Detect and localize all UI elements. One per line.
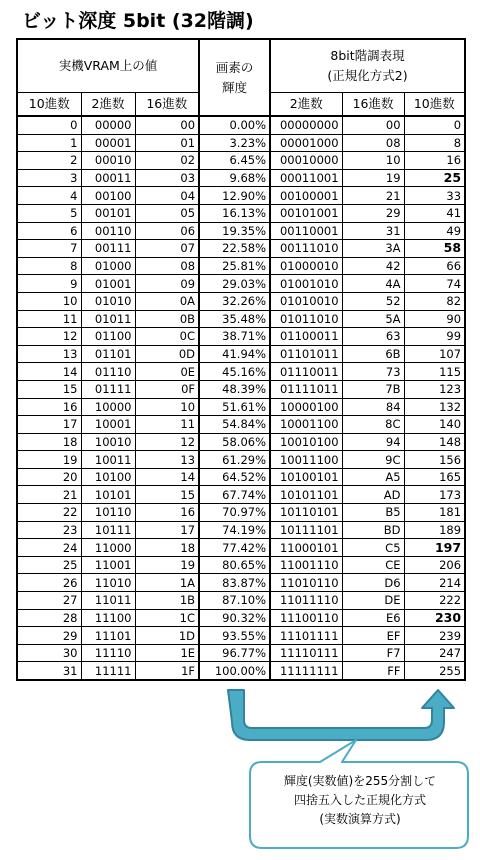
cell-brightness: 64.52% [199, 468, 270, 486]
cell-vram-decimal: 8 [17, 257, 81, 275]
cell-vram-binary: 00001 [81, 134, 135, 152]
cell-vram-hex: 19 [135, 556, 199, 574]
cell-8bit-hex: 31 [342, 222, 404, 240]
cell-8bit-binary: 10101101 [270, 486, 342, 504]
cell-vram-hex: 12 [135, 433, 199, 451]
cell-8bit-decimal: 197 [404, 539, 465, 557]
cell-8bit-hex: 10 [342, 152, 404, 170]
cell-8bit-decimal: 0 [404, 116, 465, 134]
cell-brightness: 83.87% [199, 574, 270, 592]
cell-brightness: 93.55% [199, 627, 270, 645]
cell-vram-binary: 00110 [81, 222, 135, 240]
cell-8bit-hex: C5 [342, 539, 404, 557]
cell-vram-hex: 14 [135, 468, 199, 486]
cell-vram-decimal: 20 [17, 468, 81, 486]
header-vram-hex: 16進数 [135, 93, 199, 117]
cell-8bit-hex: AD [342, 486, 404, 504]
cell-vram-hex: 1D [135, 627, 199, 645]
cell-vram-binary: 11101 [81, 627, 135, 645]
cell-brightness: 38.71% [199, 328, 270, 346]
cell-8bit-binary: 10000100 [270, 398, 342, 416]
cell-vram-binary: 10110 [81, 504, 135, 522]
cell-8bit-binary: 10100101 [270, 468, 342, 486]
cell-8bit-hex: 29 [342, 204, 404, 222]
cell-8bit-binary: 00111010 [270, 240, 342, 258]
cell-vram-hex: 0B [135, 310, 199, 328]
cell-brightness: 45.16% [199, 363, 270, 381]
cell-8bit-binary: 01010010 [270, 292, 342, 310]
cell-vram-hex: 11 [135, 416, 199, 434]
cell-8bit-decimal: 206 [404, 556, 465, 574]
cell-8bit-decimal: 58 [404, 240, 465, 258]
header-brightness-line2: 輝度 [222, 79, 248, 95]
header-brightness-line1: 画素の [215, 59, 254, 75]
cell-brightness: 6.45% [199, 152, 270, 170]
cell-8bit-binary: 00101001 [270, 204, 342, 222]
cell-vram-binary: 11010 [81, 574, 135, 592]
cell-8bit-decimal: 239 [404, 627, 465, 645]
cell-vram-hex: 0C [135, 328, 199, 346]
cell-8bit-hex: A5 [342, 468, 404, 486]
cell-brightness: 61.29% [199, 451, 270, 469]
cell-8bit-decimal: 247 [404, 644, 465, 662]
cell-vram-decimal: 25 [17, 556, 81, 574]
cell-brightness: 51.61% [199, 398, 270, 416]
cell-brightness: 19.35% [199, 222, 270, 240]
cell-vram-binary: 11011 [81, 592, 135, 610]
cell-8bit-hex: 84 [342, 398, 404, 416]
cell-vram-decimal: 6 [17, 222, 81, 240]
cell-brightness: 67.74% [199, 486, 270, 504]
cell-vram-hex: 06 [135, 222, 199, 240]
cell-brightness: 22.58% [199, 240, 270, 258]
cell-8bit-hex: FF [342, 662, 404, 680]
cell-vram-decimal: 4 [17, 187, 81, 205]
cell-8bit-decimal: 222 [404, 592, 465, 610]
cell-vram-binary: 01111 [81, 380, 135, 398]
cell-8bit-hex: 4A [342, 275, 404, 293]
cell-8bit-hex: 63 [342, 328, 404, 346]
cell-8bit-hex: 6B [342, 345, 404, 363]
cell-8bit-hex: 5A [342, 310, 404, 328]
header-vram-binary: 2進数 [81, 93, 135, 117]
header-8bit-line1: 8bit階調表現 [330, 48, 405, 63]
cell-vram-hex: 15 [135, 486, 199, 504]
cell-8bit-binary: 00000000 [270, 116, 342, 134]
cell-brightness: 58.06% [199, 433, 270, 451]
cell-brightness: 90.32% [199, 609, 270, 627]
cell-brightness: 32.26% [199, 292, 270, 310]
cell-vram-binary: 00011 [81, 169, 135, 187]
cell-8bit-binary: 11010110 [270, 574, 342, 592]
cell-vram-binary: 10000 [81, 398, 135, 416]
cell-8bit-binary: 01111011 [270, 380, 342, 398]
cell-vram-decimal: 11 [17, 310, 81, 328]
cell-vram-binary: 11000 [81, 539, 135, 557]
cell-vram-hex: 09 [135, 275, 199, 293]
cell-8bit-hex: B5 [342, 504, 404, 522]
header-8bit-decimal: 10進数 [404, 93, 465, 117]
header-8bit-hex: 16進数 [342, 93, 404, 117]
cell-8bit-decimal: 173 [404, 486, 465, 504]
cell-vram-binary: 11001 [81, 556, 135, 574]
cell-brightness: 74.19% [199, 521, 270, 539]
cell-brightness: 87.10% [199, 592, 270, 610]
cell-8bit-hex: 7B [342, 380, 404, 398]
cell-vram-decimal: 15 [17, 380, 81, 398]
cell-8bit-binary: 11001110 [270, 556, 342, 574]
cell-8bit-hex: 52 [342, 292, 404, 310]
cell-brightness: 29.03% [199, 275, 270, 293]
cell-8bit-decimal: 189 [404, 521, 465, 539]
cell-8bit-decimal: 90 [404, 310, 465, 328]
cell-8bit-binary: 11101111 [270, 627, 342, 645]
cell-8bit-binary: 00001000 [270, 134, 342, 152]
cell-8bit-decimal: 165 [404, 468, 465, 486]
cell-8bit-decimal: 140 [404, 416, 465, 434]
cell-brightness: 0.00% [199, 116, 270, 134]
cell-vram-binary: 10100 [81, 468, 135, 486]
cell-8bit-hex: 9C [342, 451, 404, 469]
cell-8bit-decimal: 33 [404, 187, 465, 205]
cell-vram-hex: 0E [135, 363, 199, 381]
cell-vram-binary: 01011 [81, 310, 135, 328]
cell-brightness: 25.81% [199, 257, 270, 275]
cell-8bit-decimal: 107 [404, 345, 465, 363]
cell-vram-binary: 10001 [81, 416, 135, 434]
cell-vram-decimal: 18 [17, 433, 81, 451]
cell-vram-decimal: 24 [17, 539, 81, 557]
cell-8bit-hex: 73 [342, 363, 404, 381]
cell-vram-decimal: 16 [17, 398, 81, 416]
cell-vram-hex: 05 [135, 204, 199, 222]
cell-8bit-hex: EF [342, 627, 404, 645]
cell-vram-decimal: 0 [17, 116, 81, 134]
cell-vram-decimal: 5 [17, 204, 81, 222]
cell-8bit-binary: 10111101 [270, 521, 342, 539]
cell-brightness: 54.84% [199, 416, 270, 434]
cell-vram-hex: 0F [135, 380, 199, 398]
cell-8bit-binary: 01101011 [270, 345, 342, 363]
cell-vram-decimal: 31 [17, 662, 81, 680]
cell-8bit-binary: 10001100 [270, 416, 342, 434]
cell-brightness: 100.00% [199, 662, 270, 680]
cell-vram-hex: 02 [135, 152, 199, 170]
cell-8bit-hex: 8C [342, 416, 404, 434]
cell-8bit-hex: 42 [342, 257, 404, 275]
cell-8bit-decimal: 156 [404, 451, 465, 469]
cell-vram-decimal: 1 [17, 134, 81, 152]
callout-line1: 輝度(実数値)を255分割して [283, 774, 437, 788]
cell-vram-decimal: 23 [17, 521, 81, 539]
cell-vram-decimal: 19 [17, 451, 81, 469]
cell-vram-binary: 01001 [81, 275, 135, 293]
cell-8bit-hex: E6 [342, 609, 404, 627]
cell-8bit-hex: 3A [342, 240, 404, 258]
cell-8bit-binary: 11000101 [270, 539, 342, 557]
cell-8bit-binary: 10110101 [270, 504, 342, 522]
cell-8bit-decimal: 255 [404, 662, 465, 680]
cell-vram-binary: 11110 [81, 644, 135, 662]
cell-vram-hex: 1C [135, 609, 199, 627]
callout-line3: (実数演算方式) [319, 812, 401, 826]
cell-8bit-decimal: 99 [404, 328, 465, 346]
cell-vram-decimal: 7 [17, 240, 81, 258]
cell-8bit-decimal: 16 [404, 152, 465, 170]
callout-line2: 四捨五入した正規化方式 [293, 793, 426, 807]
cell-8bit-decimal: 123 [404, 380, 465, 398]
cell-8bit-binary: 11011110 [270, 592, 342, 610]
cell-8bit-decimal: 214 [404, 574, 465, 592]
cell-8bit-decimal: 82 [404, 292, 465, 310]
cell-8bit-binary: 01000010 [270, 257, 342, 275]
cell-vram-hex: 18 [135, 539, 199, 557]
cell-brightness: 3.23% [199, 134, 270, 152]
cell-8bit-binary: 10011100 [270, 451, 342, 469]
cell-vram-hex: 1A [135, 574, 199, 592]
cell-vram-binary: 00111 [81, 240, 135, 258]
cell-8bit-hex: 21 [342, 187, 404, 205]
cell-vram-decimal: 9 [17, 275, 81, 293]
cell-8bit-decimal: 74 [404, 275, 465, 293]
page-title: ビット深度 5bit (32階調) [22, 10, 254, 32]
cell-8bit-binary: 01110011 [270, 363, 342, 381]
cell-vram-hex: 03 [135, 169, 199, 187]
cell-vram-binary: 11111 [81, 662, 135, 680]
cell-8bit-binary: 00011001 [270, 169, 342, 187]
cell-vram-binary: 01101 [81, 345, 135, 363]
cell-8bit-hex: D6 [342, 574, 404, 592]
header-vram-decimal: 10進数 [17, 93, 81, 117]
cell-vram-decimal: 22 [17, 504, 81, 522]
cell-vram-decimal: 28 [17, 609, 81, 627]
cell-vram-decimal: 12 [17, 328, 81, 346]
cell-8bit-hex: 94 [342, 433, 404, 451]
cell-vram-binary: 01110 [81, 363, 135, 381]
cell-vram-hex: 1F [135, 662, 199, 680]
cell-8bit-hex: 00 [342, 116, 404, 134]
cell-vram-decimal: 29 [17, 627, 81, 645]
cell-vram-binary: 10011 [81, 451, 135, 469]
cell-8bit-decimal: 8 [404, 134, 465, 152]
cell-vram-decimal: 21 [17, 486, 81, 504]
cell-brightness: 16.13% [199, 204, 270, 222]
cell-vram-binary: 00000 [81, 116, 135, 134]
cell-vram-decimal: 10 [17, 292, 81, 310]
cell-vram-decimal: 13 [17, 345, 81, 363]
cell-vram-hex: 16 [135, 504, 199, 522]
cell-vram-hex: 08 [135, 257, 199, 275]
cell-brightness: 96.77% [199, 644, 270, 662]
cell-vram-binary: 01010 [81, 292, 135, 310]
cell-vram-decimal: 30 [17, 644, 81, 662]
cell-8bit-binary: 01001010 [270, 275, 342, 293]
cell-vram-decimal: 2 [17, 152, 81, 170]
cell-vram-decimal: 3 [17, 169, 81, 187]
cell-8bit-decimal: 49 [404, 222, 465, 240]
cell-vram-binary: 10010 [81, 433, 135, 451]
cell-8bit-binary: 01011010 [270, 310, 342, 328]
cell-vram-decimal: 26 [17, 574, 81, 592]
cell-8bit-decimal: 181 [404, 504, 465, 522]
cell-brightness: 48.39% [199, 380, 270, 398]
header-8bit-binary: 2進数 [270, 93, 342, 117]
cell-brightness: 9.68% [199, 169, 270, 187]
cell-vram-hex: 13 [135, 451, 199, 469]
cell-vram-hex: 04 [135, 187, 199, 205]
cell-vram-binary: 00101 [81, 204, 135, 222]
cell-vram-binary: 10101 [81, 486, 135, 504]
callout-note [252, 762, 468, 848]
header-vram-group: 実機VRAM上の値 [17, 39, 199, 93]
cell-vram-binary: 00100 [81, 187, 135, 205]
cell-8bit-binary: 00100001 [270, 187, 342, 205]
cell-8bit-decimal: 25 [404, 169, 465, 187]
cell-8bit-hex: 19 [342, 169, 404, 187]
cell-vram-hex: 0A [135, 292, 199, 310]
cell-vram-decimal: 17 [17, 416, 81, 434]
cell-8bit-hex: DE [342, 592, 404, 610]
cell-8bit-decimal: 132 [404, 398, 465, 416]
cell-8bit-hex: BD [342, 521, 404, 539]
header-8bit-line2: (正規化方式2) [327, 68, 408, 83]
cell-8bit-hex: CE [342, 556, 404, 574]
cell-8bit-binary: 01100011 [270, 328, 342, 346]
cell-vram-hex: 1B [135, 592, 199, 610]
cell-vram-hex: 00 [135, 116, 199, 134]
cell-brightness: 12.90% [199, 187, 270, 205]
cell-8bit-binary: 11100110 [270, 609, 342, 627]
cell-vram-hex: 07 [135, 240, 199, 258]
cell-vram-hex: 10 [135, 398, 199, 416]
cell-vram-binary: 10111 [81, 521, 135, 539]
cell-8bit-hex: 08 [342, 134, 404, 152]
cell-vram-decimal: 14 [17, 363, 81, 381]
cell-8bit-binary: 11110111 [270, 644, 342, 662]
cell-8bit-decimal: 115 [404, 363, 465, 381]
cell-vram-decimal: 27 [17, 592, 81, 610]
cell-brightness: 70.97% [199, 504, 270, 522]
cell-8bit-binary: 00010000 [270, 152, 342, 170]
cell-brightness: 41.94% [199, 345, 270, 363]
cell-brightness: 35.48% [199, 310, 270, 328]
cell-8bit-binary: 11111111 [270, 662, 342, 680]
cell-vram-hex: 17 [135, 521, 199, 539]
cell-8bit-binary: 10010100 [270, 433, 342, 451]
cell-vram-hex: 01 [135, 134, 199, 152]
cell-8bit-decimal: 148 [404, 433, 465, 451]
bracket-arrow-shape [228, 690, 454, 740]
cell-vram-binary: 11100 [81, 609, 135, 627]
cell-8bit-decimal: 66 [404, 257, 465, 275]
cell-vram-binary: 00010 [81, 152, 135, 170]
cell-8bit-decimal: 41 [404, 204, 465, 222]
cell-vram-binary: 01100 [81, 328, 135, 346]
cell-8bit-binary: 00110001 [270, 222, 342, 240]
cell-8bit-hex: F7 [342, 644, 404, 662]
cell-vram-hex: 1E [135, 644, 199, 662]
cell-vram-binary: 01000 [81, 257, 135, 275]
cell-brightness: 77.42% [199, 539, 270, 557]
cell-brightness: 80.65% [199, 556, 270, 574]
cell-8bit-decimal: 230 [404, 609, 465, 627]
cell-vram-hex: 0D [135, 345, 199, 363]
